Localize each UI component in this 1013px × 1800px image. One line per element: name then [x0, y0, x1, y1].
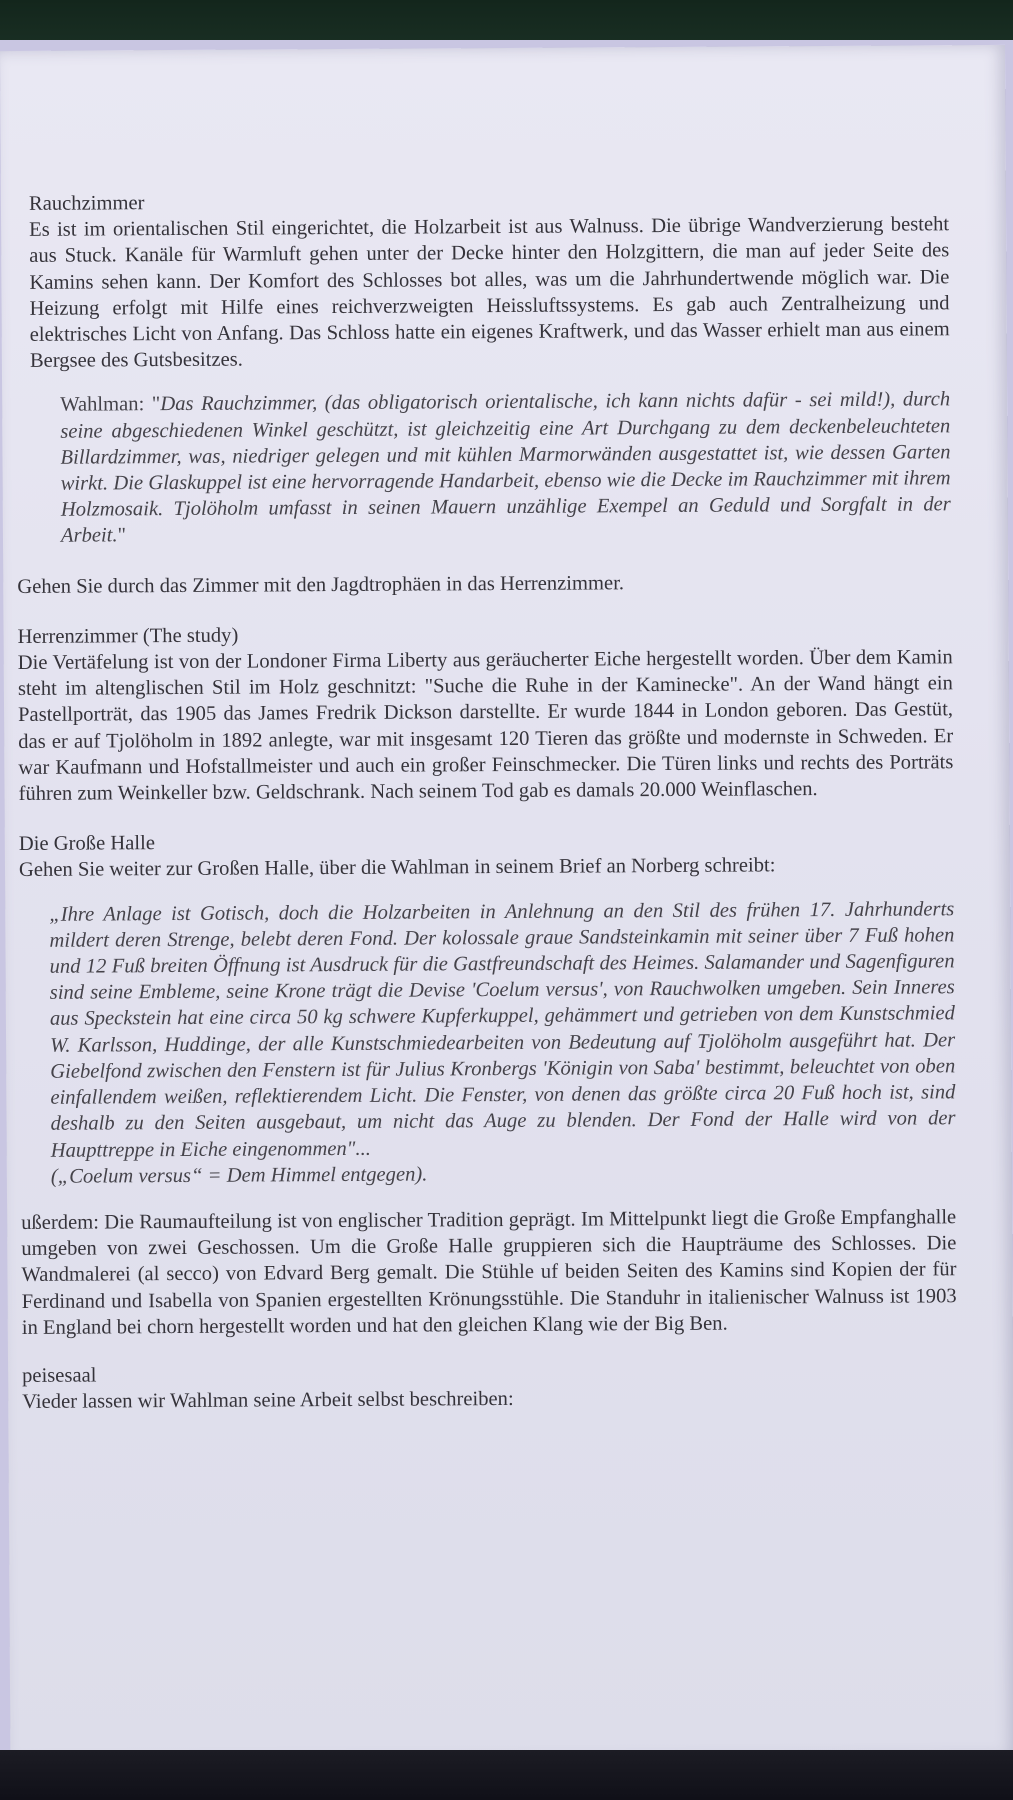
background-bottom [0, 1750, 1013, 1800]
quote-text: Das Rauchzimmer, (das obligatorisch orientalische, ich kann nichts dafür - sei mild!), durch seine abgeschiedenen Winkel geschützt, ist gleichzeitig eine Art Durchgang zu dem deckenbeleuchteten Billardzimmer, was, niedriger gelegen und mit kühlen Marmorwänden ausgestattet ist, wie dessen Garten wirkt. Die Glaskuppel ist eine hervorragende Handarbeit, ebenso wie die Decke im Rauchzimmer mit ihrem Holzmosaik. Tjolöholm umfasst in seinen Mauern unzählige Exempel an Geduld und Sorgfalt in der Arbeit. [60, 388, 951, 548]
paragraph-rauchzimmer: Es ist im orientalischen Stil eingerichtet, die Holzarbeit ist aus Walnuss. Die übrige Wandverzierung besteht aus Stuck. Kanäle für Warmluft gehen unter der Decke hinter den Holzgittern, die man auf jeder Seite des Kamins sehen kann. Der Komfort des Schlosses bot alles, was um die Jahrhundertwende möglich war. Die Heizung erfolgt mit Hilfe eines reichverzweigten Heissluftssystems. Es gab auch Zentralheizung und elektrisches Licht von Anfang. Das Schloss hatte ein eigenes Kraftwerk, und das Wasser erhielt man aus einem Bergsee des Gutsbesitzes. [29, 213, 950, 373]
heading-speisesaal: peisesaal [22, 1364, 97, 1387]
paragraph-herrenzimmer: Die Vertäfelung ist von der Londoner Firma Liberty aus geräucherter Eiche hergestellt worden. Über dem Kamin steht im altenglischen Stil im Holz geschnitzt: "Suche die Ruhe in der Kaminecke". An der Wand hängt ein Pastellporträt, das 1905 das James Fredrik Dickson darstellte. Er wurde 1844 in London geboren. Das Gestüt, das er auf Tjolöholm in 1892 anlegte, war mit insgesamt 120 Tieren das größte und modernste in Schweden. Er war Kaufmann und Hofstallmeister und auch ein großer Feinschmecker. Die Türen links und rechts des Porträts führen zum Weinkeller bzw. Geldschrank. Nach seinem Tod gab es damals 20.000 Weinflaschen. [17, 646, 954, 806]
section-rauchzimmer [15, 185, 951, 549]
section-speisesaal [22, 1357, 957, 1415]
quote-wahlman-rauchzimmer [30, 387, 951, 550]
section-herrenzimmer [18, 618, 954, 807]
heading-rauchzimmer: Rauchzimmer [28, 192, 145, 215]
quote-grosse-halle: „Ihre Anlage ist Gotisch, doch die Holzarbeiten in Anlehnung an den Stil des frühen 17. Jahrhunderts mildert deren Strenge, belebt deren Fond. Der kolossale graue Sandsteinkamin mit seiner über 7 Fuß hohen und 12 Fuß breiten Öffnung ist Ausdruck für die Gastfreundschaft des Heimes. Salamander und Sagenfiguren sind seine Embleme, seine Krone trägt die Devise 'Coelum versus', von Rauchwolken umgeben. Sein Inneres aus Speckstein hat eine circa 50 kg schwere Kupferkuppel, gehämmert und getrieben von dem Kunstschmied W. Karlsson, Huddinge, der alle Kunstschmiedearbeiten von Bedeutung auf Tjolöholm ausgeführt hat. Der Giebelfond zwischen den Fenstern ist für Julius Kronbergs 'Königin von Saba' bestimmt, beleuchtet von oben einfallendem weißen, reflektierendem Licht. Die Fenster, von denen das größte circa 20 Fuß hoch ist, sind deshalb zu den Seiten ausgebaut, um nicht das Auge zu blenden. Der Fond der Halle wird von der Haupttreppe in Eiche eingenommen"... [49, 897, 956, 1162]
transition-text: Gehen Sie durch das Zimmer mit den Jagdtrophäen in das Herrenzimmer. [17, 571, 625, 598]
quote-close: " [117, 524, 127, 547]
intro-grosse-halle: Gehen Sie weiter zur Großen Halle, über die Wahlman in seinem Brief an Norberg schreibt: [18, 854, 776, 882]
quote-note-grosse-halle: („Coelum versus“ = Dem Himmel entgegen). [50, 1163, 428, 1188]
page-content [15, 185, 957, 1415]
document-page [0, 45, 1013, 1763]
quote-speaker: Wahlman: " [60, 393, 161, 417]
section-grosse-halle [19, 826, 957, 1341]
heading-grosse-halle: Die Große Halle [18, 832, 156, 856]
heading-herrenzimmer: Herrenzimmer (The study) [17, 624, 239, 648]
intro-speisesaal: Vieder lassen wir Wahlman seine Arbeit selbst beschreiben: [22, 1388, 514, 1414]
paragraph-grosse-halle: ußerdem: Die Raumaufteilung ist von englischer Tradition geprägt. Im Mittelpunkt liegt die Große Empfanghalle umgeben von zwei Geschossen. Um die Große Halle gruppieren sich die Haupträume des Schlosses. Die Wandmalerei (al secco) von Edvard Berg gemalt. Die Stühle uf beiden Seiten des Kamins sind Kopien der für Ferdinand und Isabella von Spanien ergestellten Krönungsstühle. Die Standuhr in italienischer Walnuss ist 1903 in England bei chorn hergestellt worden und hat den gleichen Klang wie der Big Ben. [21, 1206, 957, 1339]
